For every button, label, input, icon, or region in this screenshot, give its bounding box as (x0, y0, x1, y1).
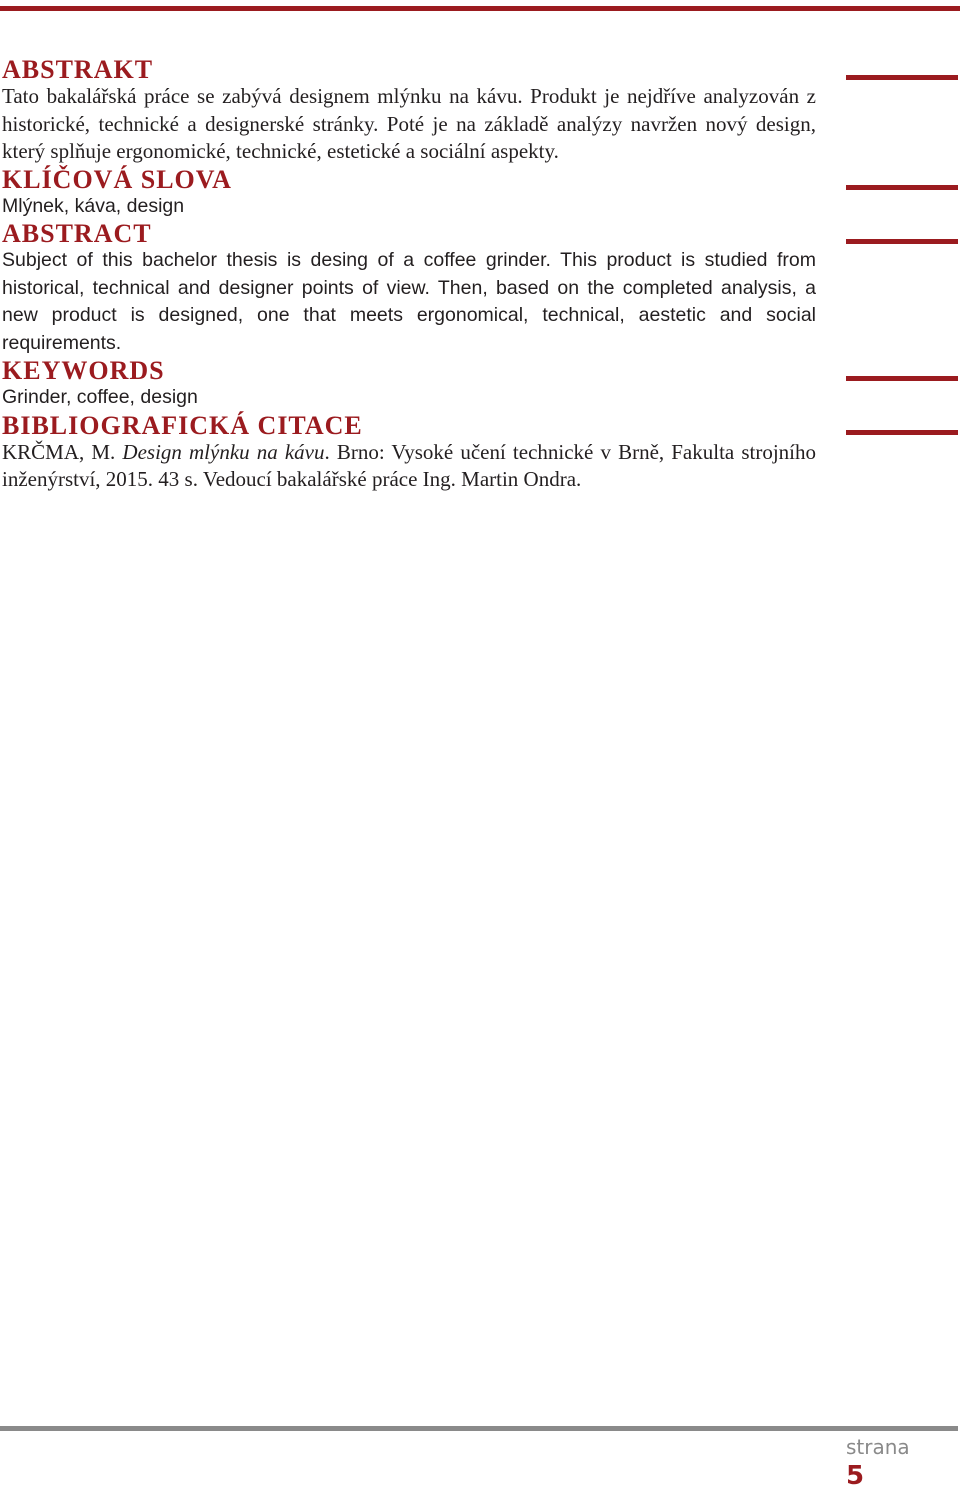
abstract-en-heading: ABSTRACT (2, 219, 152, 248)
page-label: strana (846, 1435, 910, 1459)
keywords-cz-text: Mlýnek, káva, design (2, 194, 185, 217)
top-rule (0, 6, 960, 11)
citation-author: KRČMA, M. (2, 439, 123, 464)
footer-rule (0, 1426, 958, 1431)
abstract-en-text: Subject of this bachelor thesis is desing of a coffee grinder. This product is studied from historical, technical and designer points of view. Then, based on the completed analysis, a new product is designed, one that meets ergonomical, technical, aestetic and social requirements. (2, 249, 816, 354)
page-number: 5 (846, 1461, 865, 1491)
keywords-en-text: Grinder, coffee, design (2, 386, 198, 408)
keywords-cz-section (2, 166, 816, 221)
page-content (2, 56, 816, 494)
side-bar-1 (846, 75, 958, 80)
abstract-en-section (2, 220, 816, 357)
side-bar-2 (846, 185, 958, 190)
abstract-cz-section (2, 56, 816, 166)
citation-heading: BIBLIOGRAFICKÁ CITACE (2, 410, 363, 440)
side-bar-4 (846, 376, 958, 381)
keywords-en-heading: KEYWORDS (2, 356, 165, 385)
citation-text (2, 439, 816, 494)
keywords-cz-heading: KLÍČOVÁ SLOVA (2, 164, 232, 194)
citation-section (2, 412, 816, 494)
side-bar-5 (846, 430, 958, 435)
citation-details: . Brno: Vysoké učení technické v Brně, Fakulta strojního inženýrství, 2015. 43 s. Vedoucí bakalářské práce Ing. Martin Ondra. (2, 439, 817, 491)
keywords-en-section (2, 357, 816, 412)
citation-title: Design mlýnku na kávu (122, 439, 325, 464)
side-bar-3 (846, 239, 958, 244)
abstract-cz-text: Tato bakalářská práce se zabývá designem mlýnku na kávu. Produkt je nejdříve analyzován z historické, technické a designerské stránky. Poté je na základě analýzy navržen nový design, který splňuje ergonomické, technické, estetické a sociální aspekty. (2, 84, 816, 163)
abstract-cz-heading: ABSTRAKT (2, 55, 154, 84)
